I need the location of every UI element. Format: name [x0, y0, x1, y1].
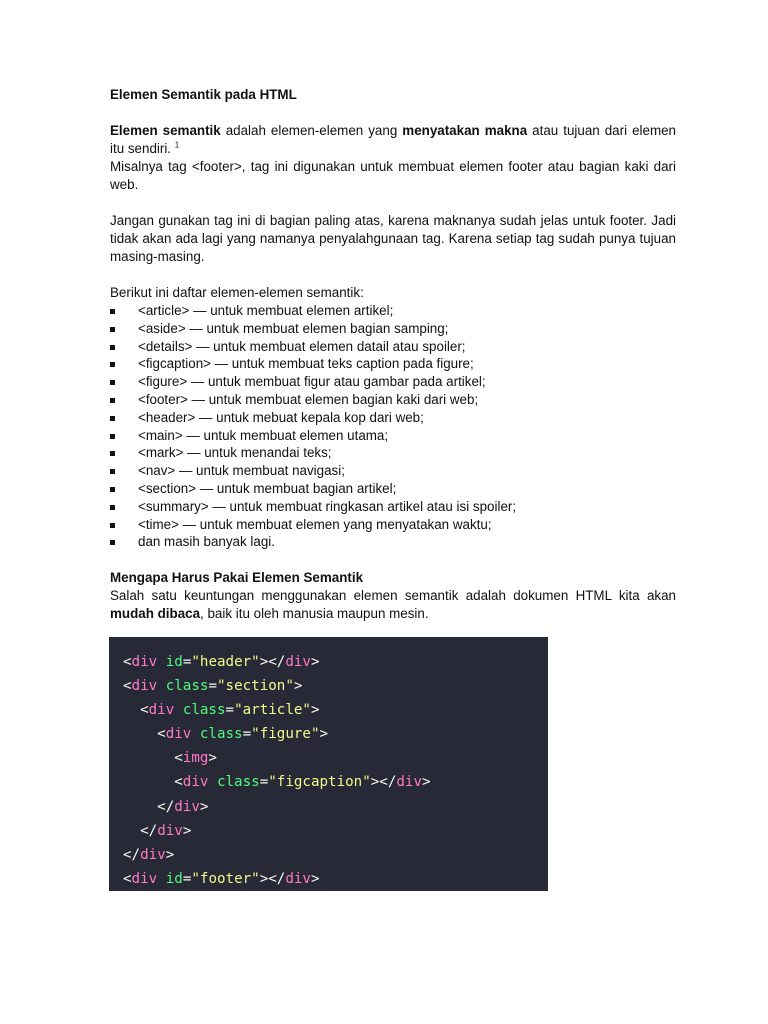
- code-token-tag: div: [285, 654, 311, 670]
- code-line: [123, 746, 548, 770]
- intro-emphasis: menyatakan makna: [402, 123, 528, 138]
- document-page: [110, 86, 676, 623]
- code-line: [123, 674, 548, 698]
- code-token-punct: >: [422, 774, 431, 791]
- why-text-2: , baik itu oleh manusia maupun mesin.: [200, 606, 429, 622]
- code-token-punct: =: [225, 702, 235, 719]
- code-line: [123, 867, 548, 891]
- section-heading: Mengapa Harus Pakai Elemen Semantik: [110, 570, 364, 586]
- code-token-tag: div: [182, 774, 209, 791]
- intro-term: Elemen semantik: [110, 123, 221, 138]
- bullet-icon: [110, 327, 115, 332]
- code-line: [123, 770, 548, 794]
- code-token-punct: >: [293, 678, 303, 695]
- code-token-tag: div: [165, 726, 192, 743]
- list-item-text: <article> — untuk membuat elemen artikel;: [138, 303, 394, 318]
- bullet-icon: [110, 345, 115, 350]
- list-item: [110, 533, 676, 551]
- bullet-icon: [110, 451, 115, 456]
- bullet-icon: [110, 487, 115, 492]
- code-token-punct: </: [379, 774, 397, 791]
- code-token-attr: id: [165, 654, 183, 670]
- semantic-element-list: [110, 302, 676, 551]
- code-token-attr: class: [182, 702, 226, 719]
- why-emphasis: mudah dibaca: [110, 606, 201, 622]
- why-text-1: Salah satu keuntungan menggunakan elemen semantik adalah dokumen HTML kita akan: [110, 588, 676, 604]
- code-token-punct: >: [259, 654, 269, 670]
- list-item: [110, 391, 676, 409]
- code-token-punct: [208, 774, 217, 790]
- code-token-punct: >: [182, 822, 192, 839]
- code-token-tag: img: [182, 750, 209, 767]
- code-token-tag: div: [148, 702, 175, 719]
- code-token-punct: >: [310, 870, 320, 887]
- code-token-punct: </: [123, 846, 141, 863]
- list-item-text: dan masih banyak lagi.: [138, 534, 275, 550]
- code-token-punct: <: [123, 678, 132, 695]
- code-token-punct: </: [268, 870, 286, 887]
- code-token-punct: <: [123, 870, 132, 887]
- code-token-punct: =: [182, 654, 192, 670]
- code-token-punct: </: [268, 654, 286, 670]
- bullet-icon: [110, 505, 115, 510]
- list-item-text: <summary> — untuk membuat ringkasan artikel atau isi spoiler;: [138, 498, 517, 514]
- list-item: [110, 498, 676, 516]
- bullet-icon: [110, 398, 115, 403]
- list-item: [110, 355, 676, 373]
- list-item: [110, 444, 676, 462]
- code-line: [123, 650, 548, 674]
- code-token-punct: =: [182, 870, 192, 887]
- list-item-text: <nav> — untuk membuat navigasi;: [138, 463, 345, 479]
- code-token-punct: =: [259, 774, 269, 791]
- code-token-tag: div: [140, 846, 166, 863]
- list-item-text: <main> — untuk membuat elemen utama;: [138, 427, 389, 443]
- code-token-punct: <: [174, 774, 183, 791]
- footnote-marker[interactable]: 1: [174, 140, 180, 150]
- code-token-attr: class: [199, 726, 243, 743]
- list-item: [110, 302, 676, 320]
- list-item: [110, 480, 676, 498]
- code-token-tag: div: [174, 798, 200, 815]
- code-token-punct: <: [157, 726, 166, 743]
- list-item: [110, 320, 676, 338]
- code-token-tag: div: [396, 774, 422, 791]
- code-token-str: "figure": [251, 726, 320, 743]
- code-token-attr: class: [165, 678, 209, 695]
- bullet-icon: [110, 380, 115, 385]
- list-intro: Berikut ini daftar elemen-elemen semantik:: [110, 285, 364, 300]
- list-item-text: <figure> — untuk membuat figur atau gambar pada artikel;: [138, 374, 486, 390]
- code-token-punct: </: [140, 822, 158, 839]
- bullet-icon: [110, 309, 115, 314]
- code-token-punct: [157, 871, 166, 887]
- bullet-icon: [110, 469, 115, 474]
- bullet-icon: [110, 434, 115, 439]
- list-item-text: <aside> — untuk membuat elemen bagian samping;: [138, 320, 449, 336]
- list-item: [110, 338, 676, 356]
- list-item: [110, 516, 676, 534]
- code-line: [123, 722, 548, 746]
- code-token-tag: div: [131, 654, 158, 670]
- list-item-text: <header> — untuk mebuat kepala kop dari web;: [138, 409, 424, 425]
- bullet-icon: [110, 362, 115, 367]
- code-block: [109, 637, 548, 891]
- list-item-text: <footer> — untuk membuat elemen bagian kaki dari web;: [138, 391, 479, 407]
- code-token-str: "footer": [191, 870, 260, 887]
- list-item: [110, 462, 676, 480]
- code-token-str: "header": [191, 654, 260, 670]
- code-token-tag: div: [131, 678, 158, 695]
- code-token-punct: </: [157, 798, 175, 815]
- code-line: [123, 698, 548, 722]
- code-token-punct: >: [310, 702, 320, 719]
- intro-text-1: adalah elemen-elemen yang: [220, 123, 403, 138]
- why-paragraph: [110, 587, 676, 623]
- code-token-punct: [157, 654, 166, 670]
- document-title: Elemen Semantik pada HTML: [110, 87, 297, 102]
- code-token-punct: [157, 678, 166, 694]
- code-token-punct: [174, 702, 183, 718]
- code-token-str: "section": [216, 678, 294, 695]
- code-token-punct: =: [242, 726, 252, 743]
- code-line: [123, 843, 548, 867]
- list-item: [110, 409, 676, 427]
- list-item-text: <details> — untuk membuat elemen datail atau spoiler;: [138, 338, 466, 354]
- code-token-tag: div: [285, 870, 311, 887]
- code-token-punct: >: [319, 726, 329, 743]
- code-token-punct: [191, 726, 200, 742]
- code-token-punct: =: [208, 678, 217, 695]
- code-token-str: "article": [234, 702, 311, 719]
- code-token-punct: >: [208, 750, 217, 767]
- warning-paragraph: Jangan gunakan tag ini di bagian paling atas, karena maknanya sudah jelas untuk footer. Jadi tidak akan ada lagi yang namanya penyalahgunaan tag. Karena setiap tag sudah punya tujuan masing-masing.: [110, 213, 676, 264]
- code-token-punct: >: [370, 774, 380, 791]
- list-item-text: <section> — untuk membuat bagian artikel;: [138, 480, 397, 496]
- code-token-punct: <: [174, 750, 183, 767]
- list-item-text: <time> — untuk membuat elemen yang menyatakan waktu;: [138, 516, 492, 532]
- list-item: [110, 427, 676, 445]
- code-token-punct: >: [165, 846, 175, 863]
- code-token-tag: div: [131, 870, 158, 887]
- bullet-icon: [110, 523, 115, 528]
- code-line: [123, 795, 548, 819]
- code-token-punct: <: [123, 654, 132, 670]
- intro-text-2: atau tujuan dari elemen itu sendiri.: [110, 123, 676, 156]
- code-token-punct: <: [140, 702, 149, 719]
- list-item-text: <mark> — untuk menandai teks;: [138, 445, 332, 461]
- list-item: [110, 373, 676, 391]
- list-item-text: <figcaption> — untuk membuat teks caption pada figure;: [138, 356, 474, 372]
- code-token-tag: div: [157, 822, 183, 839]
- code-line: [123, 819, 548, 843]
- intro-line-2: Misalnya tag <footer>, tag ini digunakan untuk membuat elemen footer atau bagian kaki dari web.: [110, 159, 676, 192]
- code-token-punct: >: [310, 654, 320, 670]
- intro-paragraph: [110, 122, 676, 194]
- bullet-icon: [110, 416, 115, 421]
- bullet-icon: [110, 540, 115, 545]
- code-token-punct: >: [259, 870, 269, 887]
- code-token-attr: class: [216, 774, 260, 791]
- code-token-str: "figcaption": [268, 774, 371, 791]
- code-token-attr: id: [165, 870, 183, 887]
- code-token-punct: >: [199, 798, 209, 815]
